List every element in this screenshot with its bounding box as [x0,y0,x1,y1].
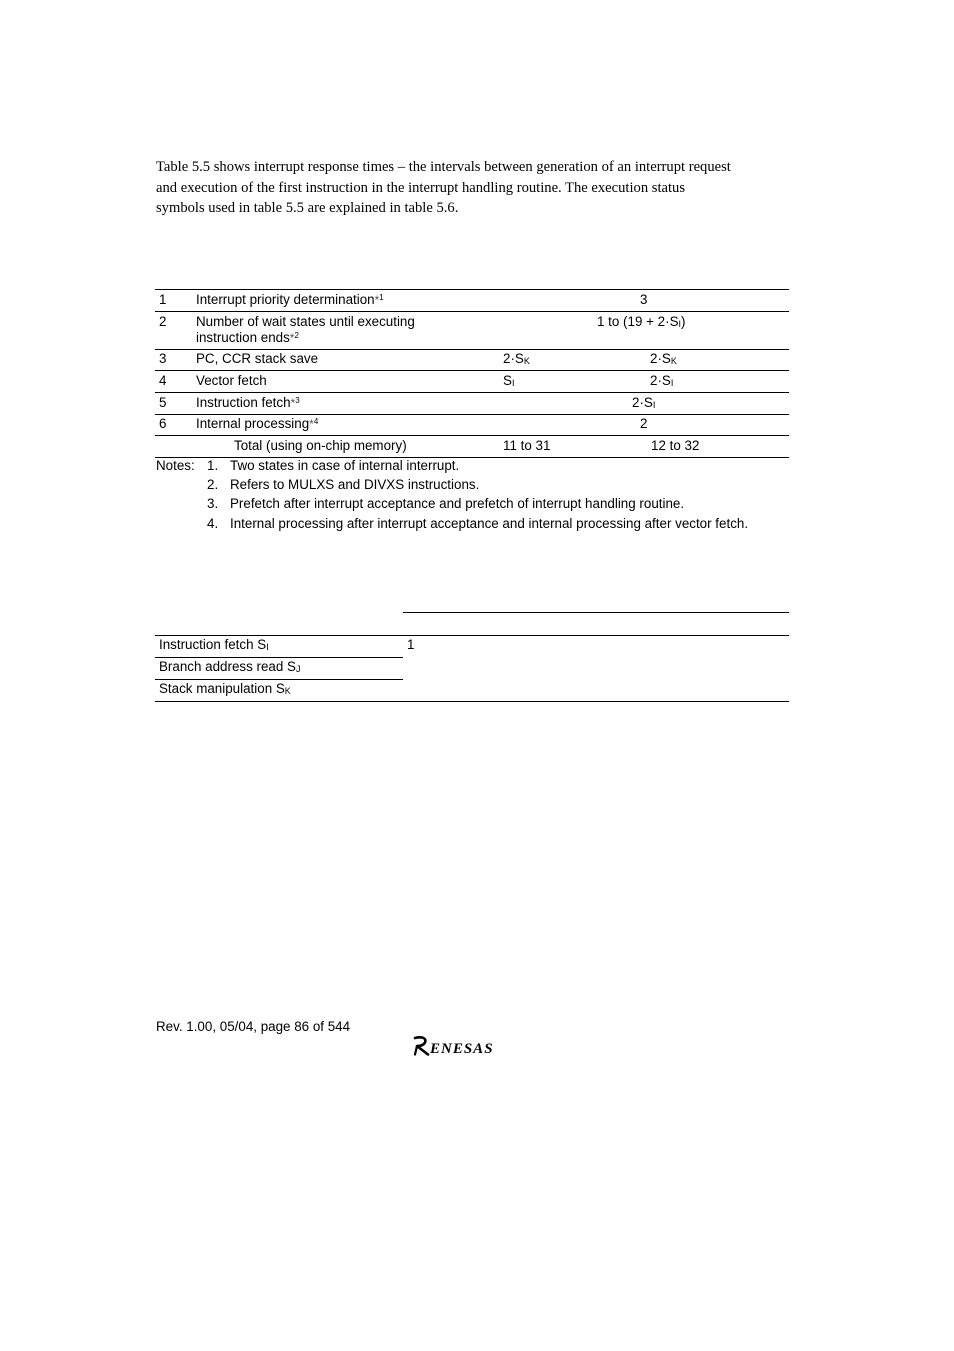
label-text: Stack manipulation S [159,681,285,696]
note-ref: 2 [294,331,299,340]
row-value [503,373,514,390]
note-text: Two states in case of internal interrupt. [230,458,460,473]
table-rule [155,370,789,371]
label-subscript: K [284,686,291,696]
row-item [196,416,318,432]
table-rule [155,392,789,393]
note-ref: 1 [379,293,384,302]
value-text: 1 to (19 + 2·S [597,314,679,329]
item-text: instruction ends [196,330,290,345]
value-text: 2·S [503,351,524,366]
table-rule [155,349,789,350]
value-text: S [503,373,512,388]
renesas-logo [413,1035,535,1062]
renesas-logo-graphic [413,1035,535,1057]
asterisk-mark: * [374,293,380,307]
value-text: 2·S [650,373,671,388]
row-item [196,395,300,411]
note-number: 4. [207,516,219,531]
asterisk-mark: * [290,396,296,410]
row-number: 5 [159,395,167,410]
asterisk-mark: * [289,331,295,345]
notes-label: Notes: [156,458,195,473]
intro-paragraph [156,157,796,219]
table-rule [155,289,789,290]
note-ref: 4 [313,417,319,426]
status-row-value: 1 [407,637,415,652]
value-subscript: K [523,356,530,366]
label-subscript: J [295,664,301,674]
table-rule [155,679,403,680]
row-value [597,314,686,331]
row-item: Number of wait states until executing [196,314,415,329]
value-text: ) [681,314,686,329]
note-number: 2. [207,477,219,492]
table-rule [155,701,789,702]
label-text: Branch address read S [159,659,296,674]
intro-line: Table 5.5 shows interrupt response times – the intervals between generation of an interrupt request [156,159,731,175]
row-item [196,330,299,346]
row-value [632,395,655,412]
value-subscript: K [670,356,677,366]
row-value [650,373,673,390]
asterisk-mark: * [309,417,314,431]
status-row-label [159,681,291,698]
row-item: Vector fetch [196,373,267,388]
label-text: Instruction fetch S [159,637,267,652]
row-value [503,351,530,368]
row-value: 2 [640,416,648,431]
value-subscript: I [678,319,682,329]
row-number: 1 [159,292,167,307]
table-rule [155,414,789,415]
note-text: Refers to MULXS and DIVXS instructions. [230,477,480,492]
value-text: 2·S [632,395,653,410]
total-value: 12 to 32 [651,438,700,453]
item-text: Internal processing [196,416,310,431]
note-number: 3. [207,496,219,511]
row-value [650,351,677,368]
intro-line: and execution of the first instruction in the interrupt handling routine. The execution status [156,179,686,196]
row-value: 3 [640,292,648,307]
note-ref: 3 [295,396,300,405]
value-subscript: I [511,378,515,388]
row-number: 2 [159,314,167,329]
table-rule [155,657,403,658]
note-text: Prefetch after interrupt acceptance and prefetch of interrupt handling routine. [230,496,685,511]
table-rule [155,635,789,636]
page-footer: Rev. 1.00, 05/04, page 86 of 544 [156,1019,351,1034]
label-subscript: I [266,642,269,652]
table-rule [155,435,789,436]
total-label: Total (using on-chip memory) [234,438,407,453]
item-text: Instruction fetch [196,395,291,410]
logo-text: ENESAS [430,1041,494,1057]
table-rule [155,311,789,312]
note-text: Internal processing after interrupt acceptance and internal processing after vector fetch. [230,516,749,531]
row-number: 6 [159,416,167,431]
row-number: 4 [159,373,167,388]
total-value: 11 to 31 [503,438,551,453]
item-text: Interrupt priority determination [196,292,375,307]
row-number: 3 [159,351,167,366]
status-row-label [159,659,300,676]
table-rule [403,612,789,613]
status-row-label [159,637,269,654]
row-item [196,292,384,308]
value-subscript: I [652,400,656,410]
note-number: 1. [207,458,219,473]
intro-line: symbols used in table 5.5 are explained in table 5.6. [156,200,459,216]
row-item: PC, CCR stack save [196,351,319,366]
value-text: 2·S [650,351,671,366]
value-subscript: I [670,378,674,388]
